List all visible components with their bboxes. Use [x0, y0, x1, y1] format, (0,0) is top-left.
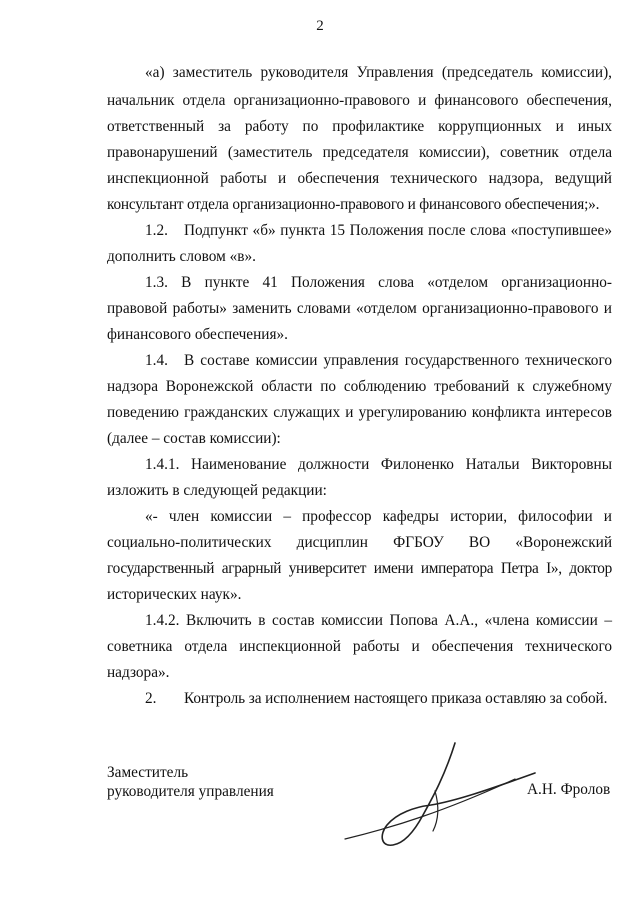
text-line: исторических наук». — [107, 586, 242, 603]
text-line: консультант отдела организационно-правового и финансового обеспечения;». — [107, 196, 600, 213]
text-line: поведению гражданских служащих и урегулированию конфликта интересов — [107, 404, 612, 421]
text-line: надзора Воронежской области по соблюдению требований к служебному — [107, 378, 612, 395]
text-line: В составе комиссии управления государственного технического — [184, 352, 612, 369]
text-line: дополнить словом «в». — [107, 248, 256, 265]
signatory-name: А.Н. Фролов — [527, 781, 611, 798]
signatory-position: руководителя управления — [107, 783, 274, 800]
page-number: 2 — [316, 18, 324, 34]
text-line: «- член комиссии – профессор кафедры истории, философии и — [145, 508, 612, 525]
text-line: государственный аграрный университет имени императора Петра I», доктор — [107, 560, 612, 577]
text-line: социально-политических дисциплин ФГБОУ ВО «Воронежский — [107, 534, 612, 551]
handwritten-signature — [335, 735, 545, 855]
item-number: 2. — [145, 690, 157, 707]
text-line: инспекционной работы и обеспечения технического надзора, ведущий — [107, 170, 612, 187]
text-line: 1.4.1. Наименование должности Филоненко Натальи Викторовны — [145, 456, 612, 473]
text-line: начальник отдела организационно-правового и финансового обеспечения, — [107, 92, 612, 109]
text-line: «а) заместитель руководителя Управления (председатель комиссии), — [145, 64, 612, 81]
text-line: надзора». — [107, 664, 170, 681]
text-line: правонарушений (заместитель председателя комиссии), советник отдела — [107, 144, 612, 161]
text-line: финансового обеспечения». — [107, 326, 288, 343]
text-line: Подпункт «б» пункта 15 Положения после слова «поступившее» — [184, 222, 612, 239]
signatory-position: Заместитель — [107, 764, 189, 781]
text-line: правовой работы» заменить словами «отделом организационно-правового и — [107, 300, 612, 317]
text-line: изложить в следующей редакции: — [107, 482, 327, 499]
text-line: советника отдела инспекционной работы и обеспечения технического — [107, 638, 612, 655]
text-line: 1.4.2. Включить в состав комиссии Попова А.А., «члена комиссии – — [145, 612, 612, 629]
text-line: Контроль за исполнением настоящего приказа оставляю за собой. — [184, 690, 608, 707]
item-number: 1.4. — [145, 352, 168, 369]
text-line: (далее – состав комиссии): — [107, 430, 281, 447]
text-line: ответственный за работу по профилактике коррупционных и иных — [107, 118, 612, 135]
item-number: 1.2. — [145, 222, 168, 239]
text-line: 1.3. В пункте 41 Положения слова «отделом организационно- — [145, 274, 612, 291]
